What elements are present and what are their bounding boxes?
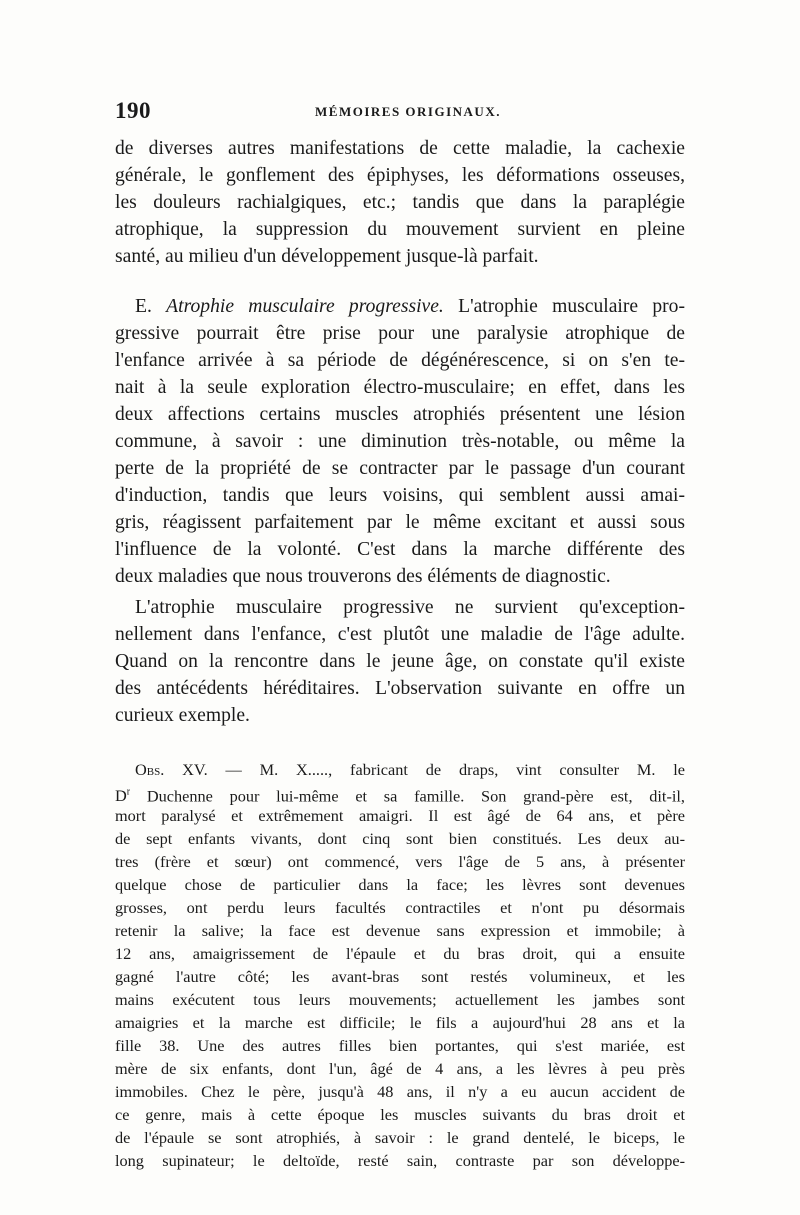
observation-line: retenir la salive; la face est devenue sans expression et immobile; à — [115, 921, 685, 940]
text-line: deux maladies que nous trouverons des éléments de diagnostic. — [115, 566, 611, 587]
text-line: gris, réagissent parfaitement par le même excitant et aussi sous — [115, 512, 685, 533]
observation-line: quelque chose de particulier dans la face; les lèvres sont devenues — [115, 875, 685, 894]
text-line: générale, le gonflement des épiphyses, les déformations osseuses, — [115, 165, 685, 186]
text-line-rest: Duchenne pour lui-même et sa famille. Son grand-père est, dit-il, — [146, 786, 685, 806]
section-heading: Atrophie musculaire progressive. — [166, 296, 444, 317]
text-line: commune, à savoir : une diminution très-notable, ou même la — [115, 431, 685, 452]
observation-line: mère de six enfants, dont l'un, âgé de 4 ans, a les lèvres à peu près — [115, 1059, 685, 1078]
text-line: santé, au milieu d'un développement jusque-là parfait. — [115, 246, 539, 267]
observation-line: amaigries et la marche est difficile; le fils a aujourd'hui 28 ans et la — [115, 1013, 685, 1032]
text-line: Quand on la rencontre dans le jeune âge, on constate qu'il existe — [115, 651, 685, 672]
text-line: d'induction, tandis que leurs voisins, qui semblent aussi amai- — [115, 485, 685, 506]
observation-line: ce genre, mais à cette époque les muscles suivants du bras droit et — [115, 1105, 685, 1124]
observation-line: 12 ans, amaigrissement de l'épaule et du bras droit, qui a ensuite — [115, 944, 685, 963]
text-line-rest: XV. — M. X....., fabricant de draps, vint consulter M. le — [182, 760, 685, 779]
page-header — [115, 98, 685, 128]
text-line: les douleurs rachialgiques, etc.; tandis que dans la paraplégie — [115, 192, 685, 213]
text-line: de diverses autres manifestations de cette maladie, la cachexie — [115, 138, 685, 159]
running-title: MÉMOIRES ORIGINAUX. — [315, 104, 501, 119]
observation-line: long supinateur; le deltoïde, resté sain, contraste par son développe- — [115, 1151, 685, 1170]
text-line: L'atrophie musculaire progressive ne survient qu'exception- — [135, 597, 685, 618]
observation-line: mains exécutent tous leurs mouvements; actuellement les jambes sont — [115, 990, 685, 1009]
text-line: nellement dans l'enfance, c'est plutôt une maladie de l'âge adulte. — [115, 624, 685, 645]
text-line: l'influence de la volonté. C'est dans la marche différente des — [115, 539, 685, 560]
section-heading-line — [135, 293, 685, 320]
text-line: atrophique, la suppression du mouvement survient en pleine — [115, 219, 685, 240]
observation-line: fille 38. Une des autres filles bien portantes, qui s'est mariée, est — [115, 1036, 685, 1055]
page-number: 190 — [115, 98, 151, 123]
text-line: des antécédents héréditaires. L'observation suivante en offre un — [115, 678, 685, 699]
section-letter: E. — [135, 296, 152, 317]
observation-line: mort paralysé et extrêmement amaigri. Il est âgé de 64 ans, et père — [115, 806, 685, 825]
text-line: deux affections certains muscles atrophiés présentent une lésion — [115, 404, 685, 425]
observation-line: de sept enfants vivants, dont cinq sont bien constitués. Les deux au- — [115, 829, 685, 848]
text-line-rest: L'atrophie musculaire pro- — [458, 296, 685, 317]
doctor-abbrev: $D^r$ — [115, 786, 131, 806]
observation-line: gagné l'autre côté; les avant-bras sont restés volumineux, et les — [115, 967, 685, 986]
observation-line: tres (frère et sœur) ont commencé, vers l'âge de 5 ans, à présenter — [115, 852, 685, 871]
text-line: gressive pourrait être prise pour une paralysie atrophique de — [115, 323, 685, 344]
observation-line: immobiles. Chez le père, jusqu'à 48 ans, il n'y a eu aucun accident de — [115, 1082, 685, 1101]
observation-line — [115, 781, 685, 804]
observation-line — [135, 758, 685, 781]
observation-label: Obs. — [135, 760, 165, 779]
text-line: perte de la propriété de se contracter par le passage d'un courant — [115, 458, 685, 479]
observation-line: de l'épaule se sont atrophiés, à savoir : le grand dentelé, le biceps, le — [115, 1128, 685, 1147]
text-line: nait à la seule exploration électro-musculaire; en effet, dans les — [115, 377, 685, 398]
observation-line: grosses, ont perdu leurs facultés contractiles et n'ont pu désormais — [115, 898, 685, 917]
text-line: curieux exemple. — [115, 705, 250, 726]
text-line: l'enfance arrivée à sa période de dégénérescence, si on s'en te- — [115, 350, 685, 371]
